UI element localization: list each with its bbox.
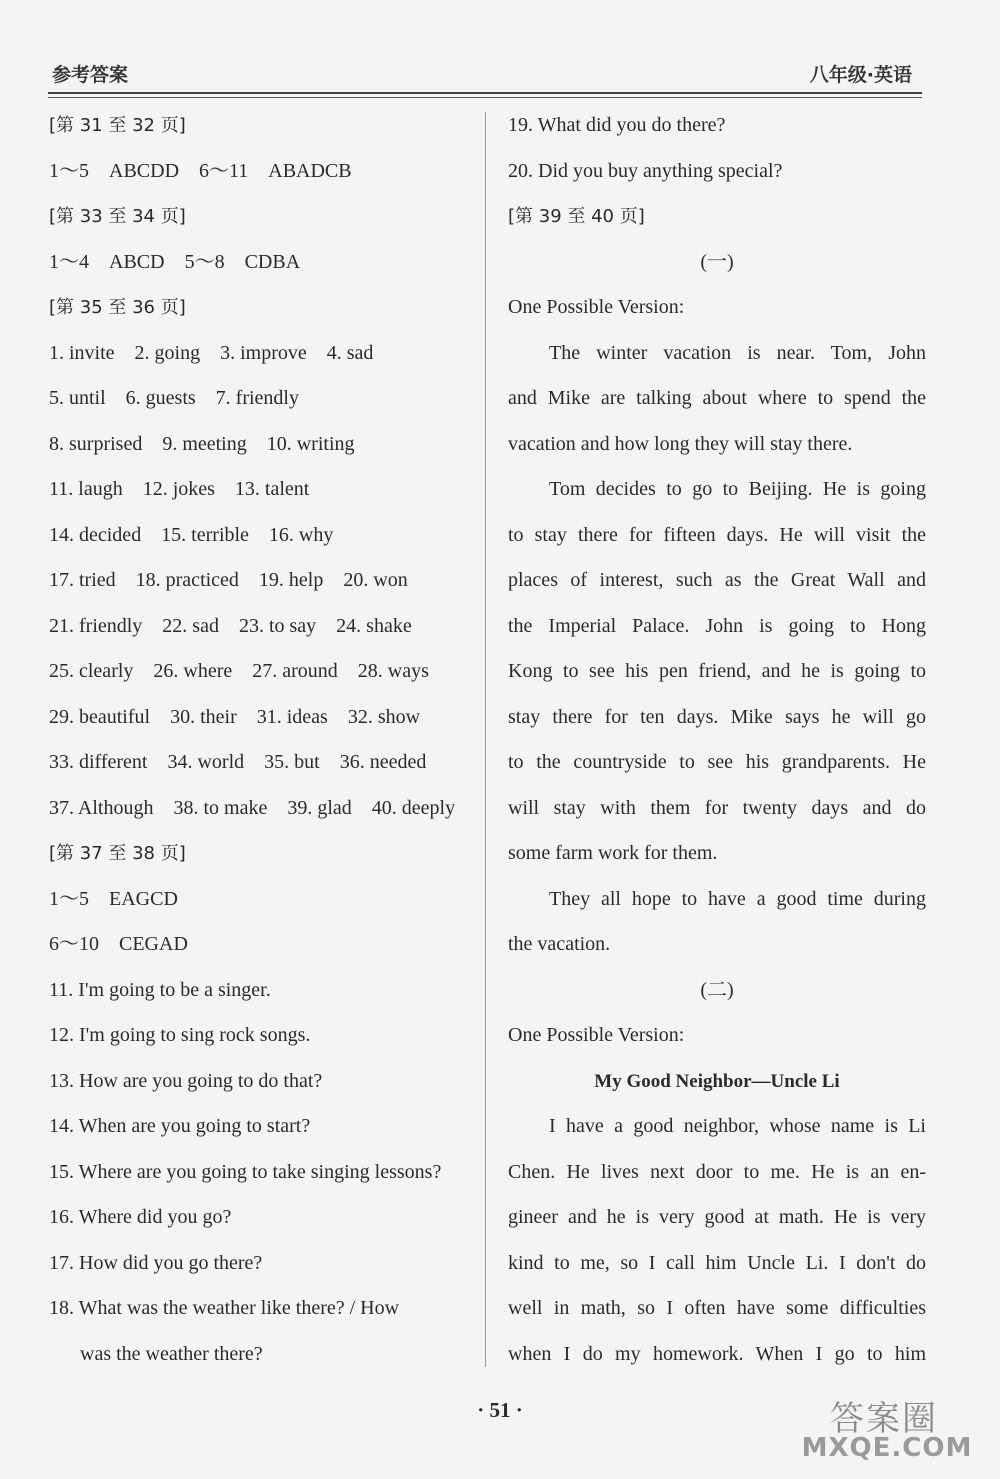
watermark-logo bbox=[792, 1387, 982, 1465]
word-answers: 5. until 6. guests 7. friendly bbox=[49, 387, 299, 409]
watermark-logo-icon: 答案圈 bbox=[830, 1399, 938, 1439]
essay-line: The winter vacation is near. Tom, John bbox=[549, 341, 926, 364]
essay-line: kind to me, so I call him Uncle Li. I don't do bbox=[508, 1251, 926, 1274]
sentence-answer: 12. I'm going to sing rock songs. bbox=[49, 1024, 311, 1046]
sentence-answer: 13. How are you going to do that? bbox=[49, 1069, 323, 1092]
word-answers: 25. clearly 26. where 27. around 28. ways bbox=[49, 660, 429, 682]
sentence-answer-continued: was the weather there? bbox=[80, 1342, 263, 1365]
header-title-left: 参考答案 bbox=[52, 64, 129, 86]
sentence-answer: 11. I'm going to be a singer. bbox=[49, 978, 271, 1001]
word-answers: 14. decided 15. terrible 16. why bbox=[49, 523, 334, 546]
sentence-answer: 14. When are you going to start? bbox=[49, 1115, 311, 1137]
essay-line: They all hope to have a good time during bbox=[549, 887, 926, 910]
page-number: · 51 · bbox=[477, 1398, 523, 1422]
word-answers: 33. different 34. world 35. but 36. needed bbox=[49, 751, 427, 773]
essay-line: Chen. He lives next door to me. He is an en- bbox=[508, 1160, 926, 1183]
version-label: One Possible Version: bbox=[508, 1024, 685, 1046]
part-marker: (一) bbox=[700, 250, 734, 273]
essay-line: and Mike are talking about where to spend the bbox=[508, 387, 926, 409]
watermark-site-text: MXQE.COM bbox=[801, 1433, 973, 1463]
sentence-answer: 19. What did you do there? bbox=[508, 114, 726, 136]
essay-line: the vacation. bbox=[508, 933, 611, 955]
word-answers: 11. laugh 12. jokes 13. talent bbox=[49, 478, 310, 500]
left-column bbox=[49, 103, 474, 1377]
essay-line: Kong to see his pen friend, and he is going to bbox=[508, 660, 926, 682]
word-answers: 29. beautiful 30. their 31. ideas 32. show bbox=[49, 705, 421, 728]
essay-line: stay there for ten days. Mike says he will go bbox=[508, 705, 926, 728]
right-column bbox=[508, 103, 926, 1377]
section-heading: [第 33 至 34 页] bbox=[49, 206, 186, 227]
section-heading: [第 31 至 32 页] bbox=[49, 115, 186, 136]
header-rule-thick bbox=[48, 92, 922, 94]
essay-line: to stay there for fifteen days. He will visit the bbox=[508, 523, 926, 546]
sentence-answer: 15. Where are you going to take singing lessons? bbox=[49, 1160, 442, 1183]
word-answers: 8. surprised 9. meeting 10. writing bbox=[49, 432, 355, 455]
essay-line: some farm work for them. bbox=[508, 842, 718, 864]
sentence-answer: 16. Where did you go? bbox=[49, 1206, 232, 1228]
word-answers: 1. invite 2. going 3. improve 4. sad bbox=[49, 341, 374, 364]
choice-answers: 1～5 ABCDD 6～11 ABADCB bbox=[49, 159, 352, 182]
section-heading: [第 37 至 38 页] bbox=[49, 843, 186, 864]
sentence-answer: 18. What was the weather like there? / How bbox=[49, 1297, 400, 1319]
choice-answers: 1～4 ABCD 5～8 CDBA bbox=[49, 250, 301, 273]
essay-line: I have a good neighbor, whose name is Li bbox=[549, 1115, 926, 1137]
essay-line: the Imperial Palace. John is going to Hong bbox=[508, 614, 926, 637]
word-answers: 37. Although 38. to make 39. glad 40. deeply bbox=[49, 796, 456, 819]
choice-answers: 1～5 EAGCD bbox=[49, 887, 178, 910]
version-label: One Possible Version: bbox=[508, 296, 685, 318]
header-rule-thin bbox=[48, 97, 922, 98]
sentence-answer: 20. Did you buy anything special? bbox=[508, 159, 783, 182]
essay-title: My Good Neighbor—Uncle Li bbox=[594, 1070, 840, 1092]
essay-line: will stay with them for twenty days and do bbox=[508, 796, 926, 819]
section-heading: [第 39 至 40 页] bbox=[508, 206, 645, 227]
essay-line: vacation and how long they will stay there. bbox=[508, 432, 853, 455]
essay-line: Tom decides to go to Beijing. He is going bbox=[549, 478, 926, 500]
part-marker: (二) bbox=[700, 978, 734, 1001]
choice-answers: 6～10 CEGAD bbox=[49, 933, 188, 955]
sentence-answer: 17. How did you go there? bbox=[49, 1251, 263, 1274]
essay-line: to the countryside to see his grandparents. He bbox=[508, 751, 926, 773]
section-heading: [第 35 至 36 页] bbox=[49, 297, 186, 318]
word-answers: 21. friendly 22. sad 23. to say 24. shake bbox=[49, 614, 412, 637]
header-title-right: 八年级·英语 bbox=[809, 64, 912, 86]
essay-line: well in math, so I often have some difficulties bbox=[508, 1297, 926, 1319]
essay-line: places of interest, such as the Great Wall and bbox=[508, 569, 926, 591]
column-divider bbox=[485, 112, 486, 1367]
essay-line: gineer and he is very good at math. He is very bbox=[508, 1206, 926, 1228]
word-answers: 17. tried 18. practiced 19. help 20. won bbox=[49, 569, 408, 591]
essay-line: when I do my homework. When I go to him bbox=[508, 1342, 926, 1365]
